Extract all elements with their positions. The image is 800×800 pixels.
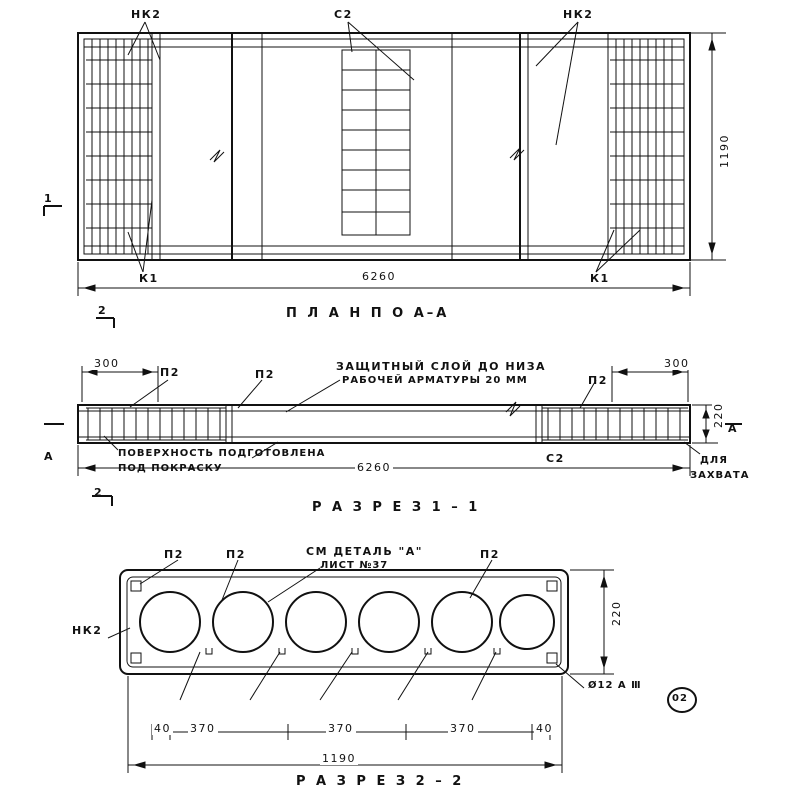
plan-mark-c2-top: С2	[334, 8, 353, 21]
sec11-note-grip-line1: ДЛЯ	[700, 455, 728, 466]
plan-mark-nk2-right: НК2	[563, 8, 594, 21]
sec22-view-title: Р А З Р Е З 2 – 2	[296, 774, 465, 789]
plan-mark-k1-right: К1	[590, 272, 610, 285]
sec11-section-a-left: А	[44, 450, 55, 463]
sec11-mark-c2: С2	[546, 452, 565, 465]
sec11-mark-p2-b: П2	[255, 368, 275, 381]
plan-dim-width: 1190	[718, 134, 731, 168]
sec11-note-protective-line2: РАБОЧЕЙ АРМАТУРЫ 20 ММ	[342, 375, 528, 386]
section-2-2-graphics	[0, 540, 800, 790]
sec22-dim-height: 220	[610, 600, 623, 626]
sec22-dim-span-3: 370	[450, 722, 476, 735]
sec11-section-mark-2: 2	[94, 486, 104, 499]
plan-view-title: П Л А Н П О А–А	[286, 306, 450, 321]
sec11-note-protective-line1: ЗАЩИТНЫЙ СЛОЙ ДО НИЗА	[336, 360, 547, 373]
sec22-rebar-ref: Ø12 А Ⅲ	[588, 680, 642, 691]
sec22-mark-nk2: НК2	[72, 624, 103, 637]
sec22-mark-p2-a: П2	[164, 548, 184, 561]
sec11-view-title: Р А З Р Е З 1 – 1	[312, 500, 481, 515]
sec11-mark-p2-a: П2	[160, 366, 180, 379]
plan-view-graphics	[0, 0, 800, 340]
sec22-mark-p2-c: П2	[480, 548, 500, 561]
sec22-detail-ref-line1: СМ ДЕТАЛЬ "А"	[306, 545, 424, 558]
sec11-mark-p2-c: П2	[588, 374, 608, 387]
plan-dim-length: 6260	[362, 270, 396, 283]
plan-section-mark-2: 2	[98, 304, 108, 317]
sec11-dim-left-300: 300	[94, 357, 120, 370]
sec22-dim-edge-right: 40	[536, 722, 553, 735]
sec11-note-painting-line1: ПОВЕРХНОСТЬ ПОДГОТОВЛЕНА	[118, 448, 326, 459]
sec22-dim-span-2: 370	[328, 722, 354, 735]
sec11-dim-height: 220	[712, 402, 725, 428]
plan-section-mark-1: 1	[44, 192, 54, 205]
plan-mark-k1-left: К1	[139, 272, 159, 285]
sec22-dim-overall-width: 1190	[322, 752, 356, 765]
sec11-section-a-right: А	[728, 422, 739, 435]
sec11-dim-right-300: 300	[664, 357, 690, 370]
sec11-dim-length: 6260	[357, 461, 391, 474]
sec11-note-painting-line2: ПОД ПОКРАСКУ	[118, 463, 223, 474]
sec22-mark-p2-b: П2	[226, 548, 246, 561]
sec22-dim-edge-left: 40	[154, 722, 171, 735]
plan-mark-nk2-left: НК2	[131, 8, 162, 21]
sec22-detail-ref-line2: ЛИСТ №37	[320, 560, 389, 571]
sec22-dim-span-1: 370	[190, 722, 216, 735]
sec11-note-grip-line2: ЗАХВАТА	[690, 470, 750, 481]
sec22-balloon-label: 02	[672, 693, 688, 704]
